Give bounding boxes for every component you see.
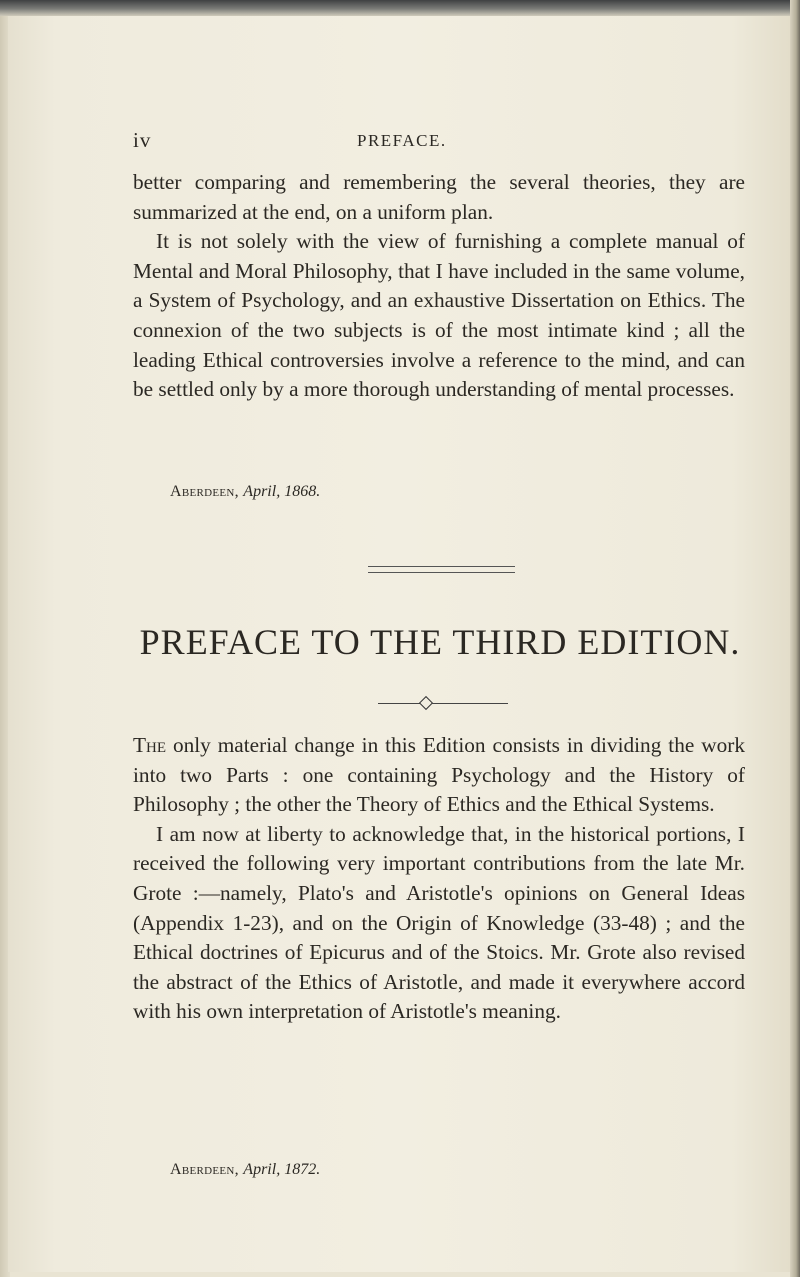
section-title: PREFACE TO THE THIRD EDITION. (139, 622, 741, 662)
ornament-line-right (432, 703, 508, 704)
paragraph: It is not solely with the view of furnishing a complete manual of Mental and Moral Philosophy, that I have included in the same volume, a System of Psychology, and an exhaustive Dissertation on Ethics. The connexion of the two subjects is of the most intimate kind ; all the leading Ethical controversies involve a reference to the mind, and can be settled only by a more thorough understanding of mental processes. (133, 229, 745, 402)
signature-date: April, 1872. (243, 1161, 321, 1178)
paragraph-text: only material change in this Edition consists in dividing the work into two Parts : one containing Psychology and the History of Philosophy ; the other the Theory of Ethics and the Ethical Systems. (133, 733, 745, 817)
ornament-line-left (378, 703, 420, 704)
diamond-ornament-icon (419, 696, 433, 710)
paragraph: I am now at liberty to acknowledge that, in the historical portions, I received the following very important contributions from the late Mr. Grote :—namely, Plato's and Aristotle's opinions on General Ideas (Appendix 1-23), and on the Origin of Knowledge (33-48) ; and the Ethical doctrines of Epicurus and of the Stoics. Mr. Grote also revised the abstract of the Ethics of Aristotle, and made it everywhere accord with his own interpretation of Aristotle's meaning. (133, 821, 745, 1024)
page-right-edge (790, 0, 800, 1277)
signature-1868 (170, 483, 320, 501)
page-top-shadow (0, 0, 800, 16)
signature-date: April, 1868. (243, 483, 321, 500)
signature-place: Aberdeen, (170, 483, 239, 500)
paragraph (133, 731, 745, 820)
paragraph: better comparing and remembering the several theories, they are summarized at the end, on a uniform plan. (133, 170, 745, 224)
preface-continuation (133, 168, 745, 405)
page-header (133, 128, 745, 156)
ornament-divider (378, 698, 508, 710)
signature-1872 (170, 1161, 320, 1179)
double-rule-divider (368, 566, 515, 573)
running-head: PREFACE. (357, 131, 447, 150)
first-word: The (133, 733, 167, 757)
third-edition-preface (133, 731, 745, 1027)
page-number: iv (133, 128, 152, 152)
signature-place: Aberdeen, (170, 1161, 239, 1178)
